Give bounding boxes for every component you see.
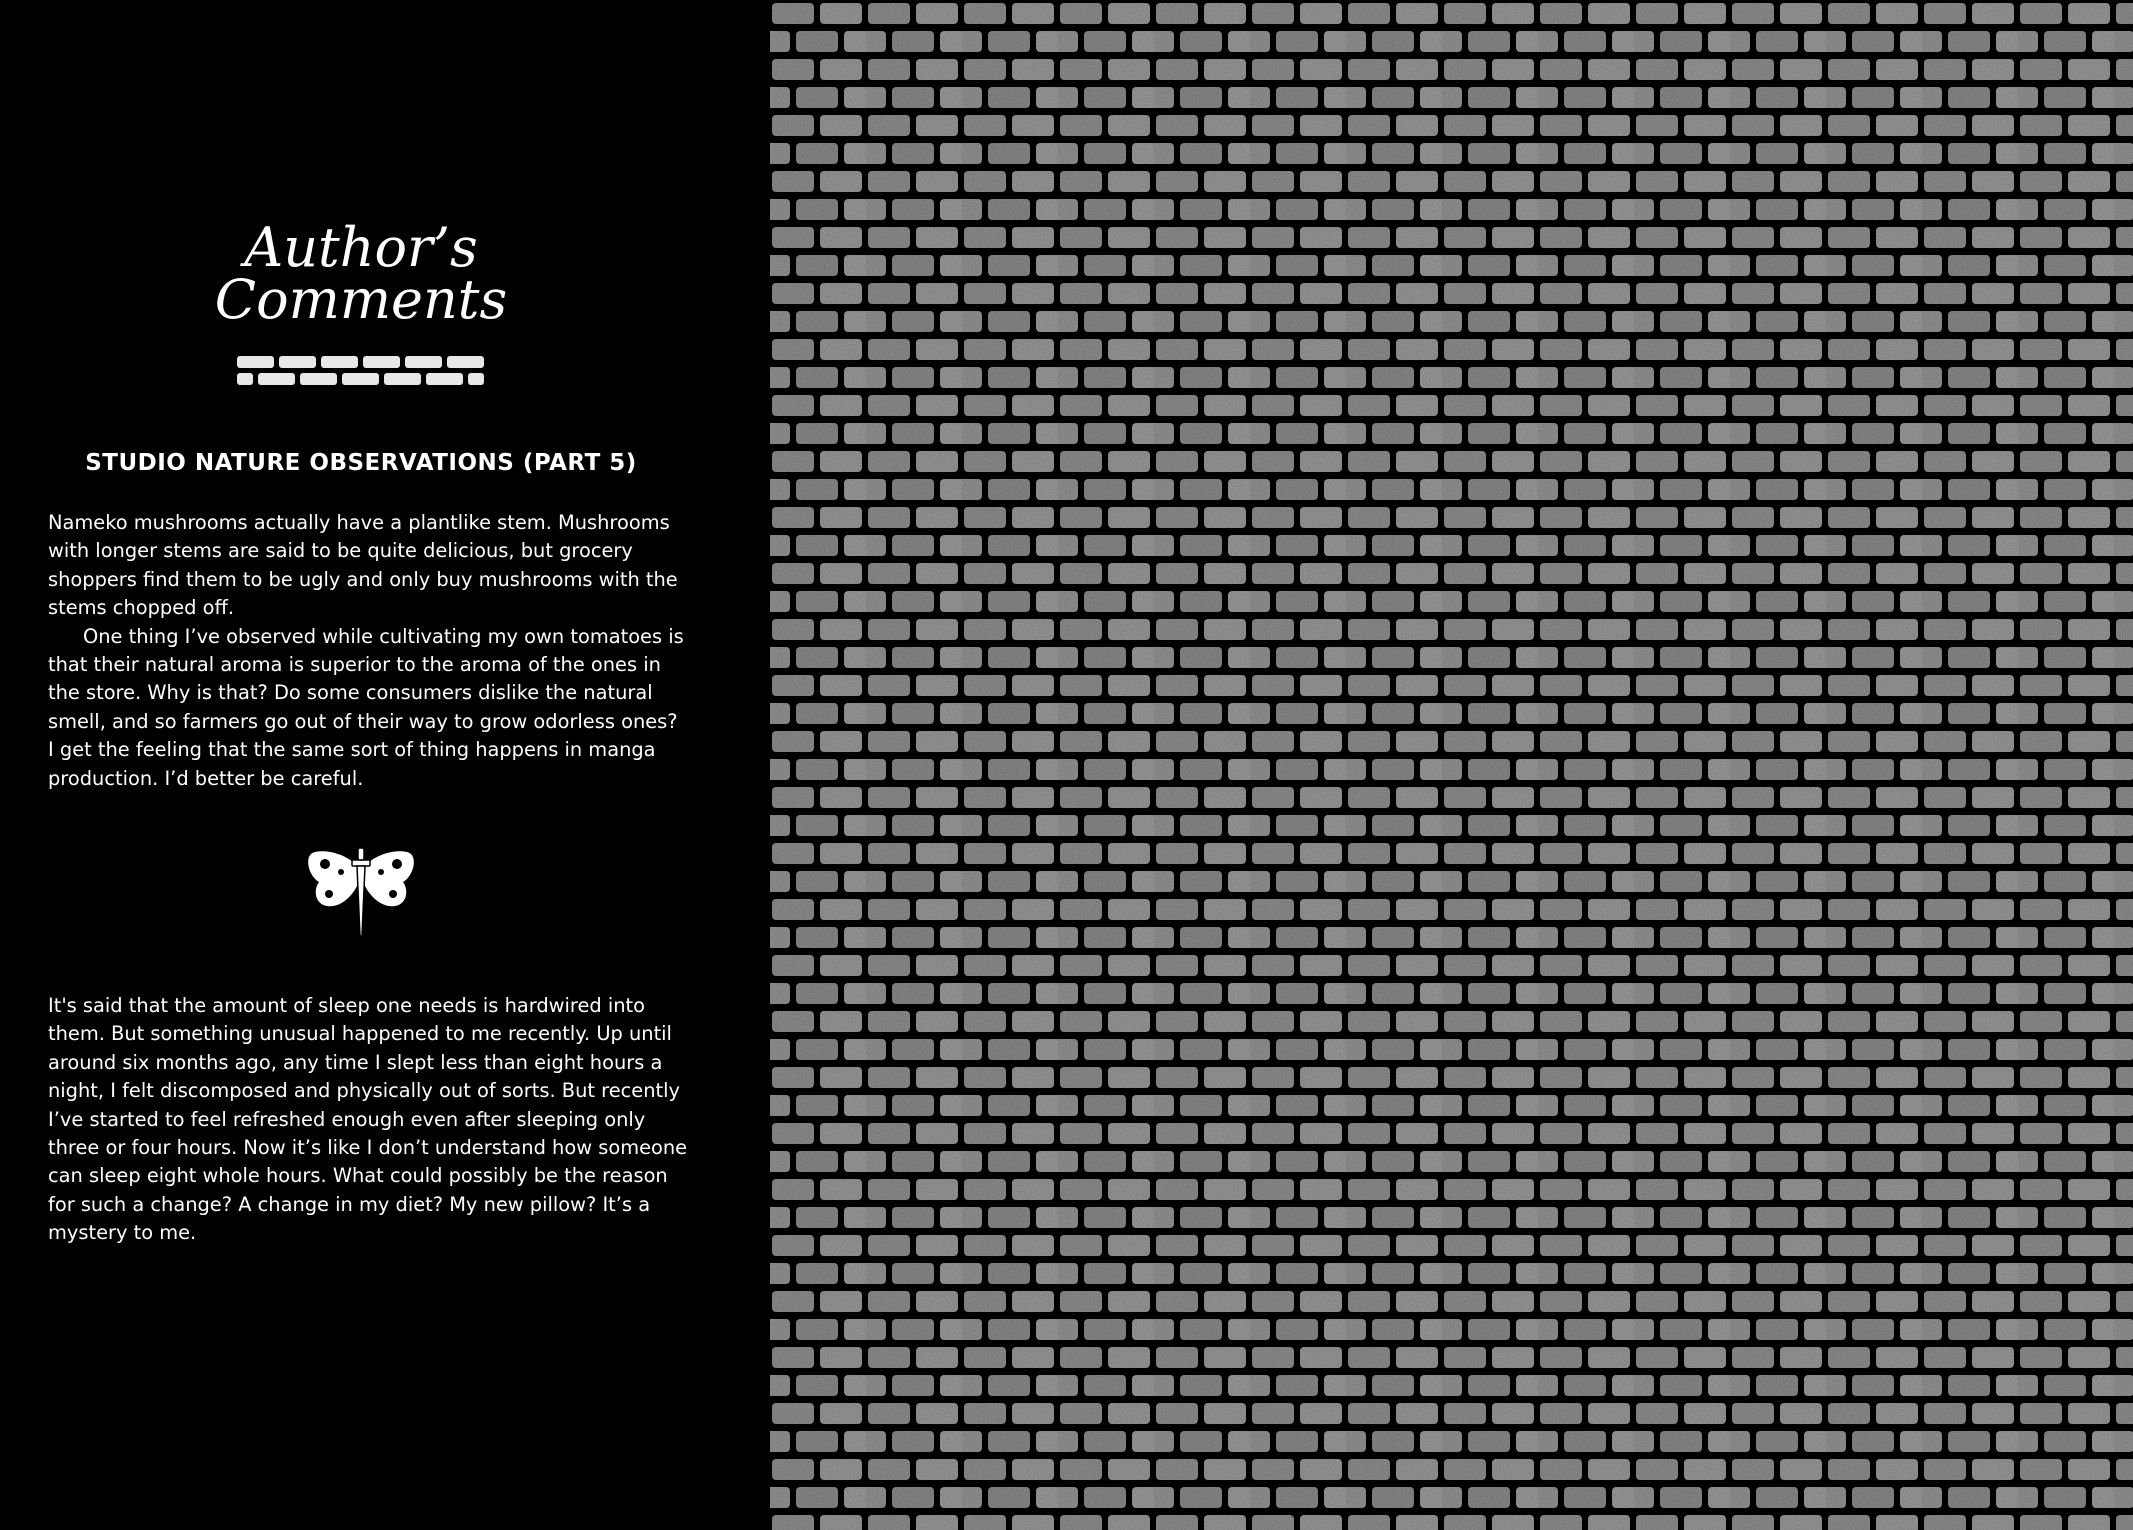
page-title: [0, 216, 722, 331]
moth-dagger-icon: [305, 846, 417, 938]
paragraph: One thing I’ve observed while cultivating my own tomatoes is that their natural aroma is superior to the aroma of the ones in the store. Why is that? Do some consumers dislike the natural smell, and so farmers go out of their way to grow odorless ones? I get the feeling that the same sort of thing happens in manga production. I’d better be careful.: [48, 624, 684, 790]
section-title: STUDIO NATURE OBSERVATIONS (PART 5): [85, 450, 637, 476]
title-line-2: Comments: [214, 268, 508, 331]
observations-text: [48, 509, 688, 793]
comments-panel: [0, 0, 770, 1530]
brick-wall-pattern: [770, 0, 2133, 1530]
sleep-text: [48, 992, 688, 1248]
brick-divider-icon: [237, 356, 485, 390]
paragraph: It's said that the amount of sleep one needs is hardwired into them. But something unusual happened to me recently. Up until around six months ago, any time I slept less than eight hours a night, I felt discomposed and physically out of sorts. But recently I’ve started to feel refreshed enough even after sleeping only three or four hours. Now it’s like I don’t understand how someone can sleep eight whole hours. What could possibly be the reason for such a change? A change in my diet? My new pillow? It’s a mystery to me.: [48, 994, 688, 1245]
paragraph: Nameko mushrooms actually have a plantlike stem. Mushrooms with longer stems are said to be quite delicious, but grocery shoppers find them to be ugly and only buy mushrooms with the stems chopped off.: [48, 511, 678, 620]
title-line-1: Author’s: [244, 216, 478, 279]
